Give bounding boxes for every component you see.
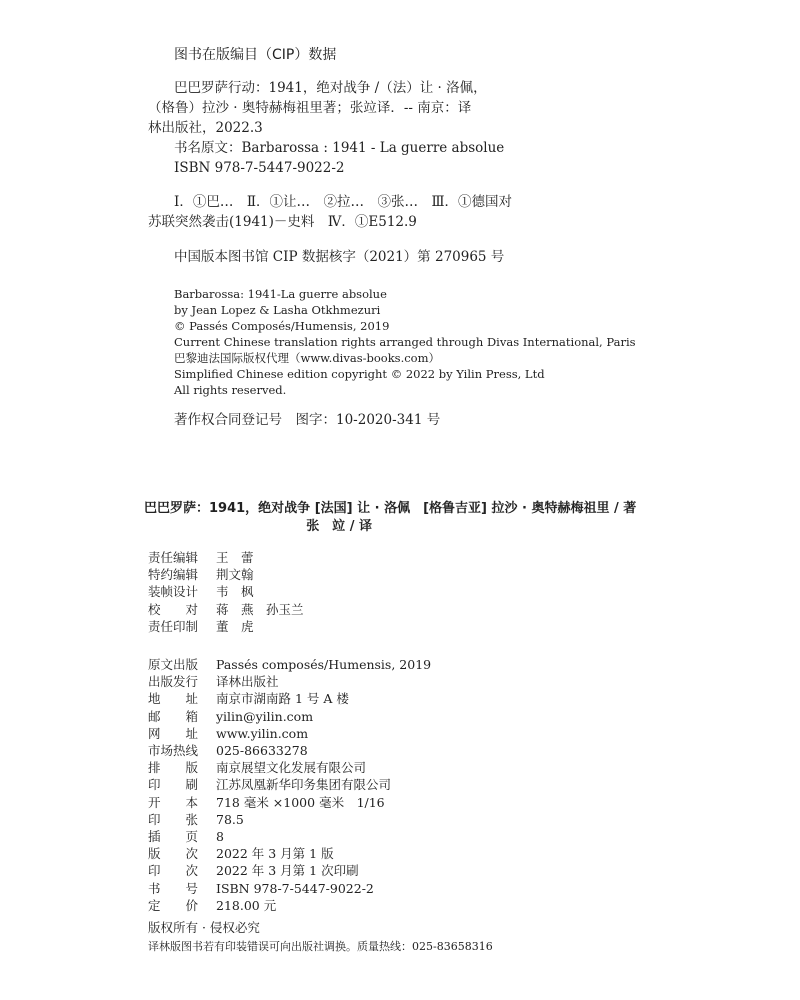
row-key: 印 刷 — [148, 777, 199, 793]
table-row — [148, 656, 431, 673]
row-value: 218.00 元 — [216, 897, 277, 913]
publication-info-table — [148, 656, 431, 914]
table-row — [148, 845, 431, 862]
row-key: 插 页 — [148, 829, 199, 845]
cip-classification — [148, 192, 512, 232]
row-value: 2022 年 3 月第 1 次印刷 — [216, 863, 359, 879]
row-key: 责任编辑 — [148, 550, 199, 565]
cip-class-line: Ⅰ．①巴… Ⅱ．①让… ②拉… ③张… Ⅲ．①德国对 — [174, 194, 513, 210]
table-row — [148, 583, 304, 600]
table-row — [148, 690, 431, 707]
rights-line: Barbarossa: 1941-La guerre absolue — [174, 287, 387, 301]
row-value: 8 — [216, 829, 224, 845]
row-value: Passés composés/Humensis, 2019 — [216, 657, 432, 672]
table-row — [148, 725, 431, 742]
row-key: 书 号 — [148, 880, 199, 896]
cip-original-title: 书名原文：Barbarossa : 1941 - La guerre absolue — [174, 140, 505, 156]
table-row — [148, 708, 431, 725]
copyright-registration: 著作权合同登记号 图字：10-2020-341 号 — [174, 412, 441, 428]
row-value: 蒋 燕 孙玉兰 — [216, 601, 304, 617]
row-key: 邮 箱 — [148, 708, 199, 724]
row-key: 原文出版 — [148, 657, 199, 672]
row-value: yilin@yilin.com — [216, 708, 314, 724]
row-key: 印 张 — [148, 811, 199, 827]
row-value: 韦 枫 — [216, 584, 254, 600]
row-value: 南京展望文化发展有限公司 — [216, 760, 367, 776]
row-key: 印 次 — [148, 863, 199, 879]
rights-line: All rights reserved. — [174, 383, 287, 397]
rights-line: Current Chinese translation rights arranged through Divas International, Paris — [174, 335, 636, 349]
row-key: 版 次 — [148, 846, 199, 862]
cip-entry-line: 巴巴罗萨行动：1941，绝对战争 /（法）让 · 洛佩， — [174, 80, 487, 96]
cip-class-line: 苏联突然袭击(1941)－史料 Ⅳ．①E512.9 — [148, 214, 417, 230]
rights-line: © Passés Composés/Humensis, 2019 — [174, 319, 390, 333]
row-value: ISBN 978-7-5447-9022-2 — [216, 880, 374, 896]
quality-hotline-notice: 译林版图书若有印装错误可向出版社调换。质量热线：025-83658316 — [148, 940, 493, 953]
row-value: www.yilin.com — [216, 725, 309, 741]
table-row — [148, 862, 431, 879]
cip-isbn: ISBN 978-7-5447-9022-2 — [174, 160, 345, 176]
table-row — [148, 673, 431, 690]
table-row — [148, 759, 431, 776]
table-row — [148, 776, 431, 793]
editors-table — [148, 549, 304, 635]
table-row — [148, 811, 431, 828]
cip-entry-line: 林出版社，2022.3 — [148, 120, 263, 136]
table-row — [148, 794, 431, 811]
row-key: 出版发行 — [148, 674, 199, 690]
book-heading — [144, 500, 636, 536]
cip-entry — [148, 78, 504, 178]
footer — [148, 918, 493, 956]
table-row — [148, 742, 431, 759]
row-value: 025-86633278 — [216, 743, 308, 759]
cip-data-number: 中国版本图书馆 CIP 数据核字（2021）第 270965 号 — [174, 249, 505, 265]
row-key: 校 对 — [148, 601, 199, 617]
row-value: 718 毫米 ×1000 毫米 1/16 — [216, 794, 385, 810]
table-row — [148, 566, 304, 583]
row-key: 地 址 — [148, 691, 199, 707]
row-value: 董 虎 — [216, 618, 254, 634]
table-row — [148, 549, 304, 566]
cip-entry-line: （格鲁）拉沙 · 奥特赫梅祖里著；张竝译．-- 南京：译 — [148, 100, 472, 116]
row-key: 装帧设计 — [148, 584, 199, 600]
rights-block — [174, 286, 636, 398]
row-value: 78.5 — [216, 811, 244, 827]
row-value: 荆文翰 — [216, 567, 254, 583]
row-key: 网 址 — [148, 725, 199, 741]
book-heading-main: 巴巴罗萨：1941，绝对战争 [法国] 让 · 洛佩 [格鲁吉亚] 拉沙 · 奥特赫梅祖里 / 著 — [144, 501, 637, 516]
book-heading-translator: 张 竝 / 译 — [306, 519, 372, 534]
table-row — [148, 880, 431, 897]
row-key: 定 价 — [148, 897, 199, 913]
cip-heading: 图书在版编目（CIP）数据 — [174, 47, 337, 63]
copyright-notice: 版权所有 · 侵权必究 — [148, 920, 260, 935]
row-key: 市场热线 — [148, 743, 199, 759]
row-value: 王 蕾 — [216, 550, 254, 565]
table-row — [148, 601, 304, 618]
rights-line: by Jean Lopez & Lasha Otkhmezuri — [174, 303, 381, 317]
row-value: 南京市湖南路 1 号 A 楼 — [216, 691, 349, 707]
rights-line: Simplified Chinese edition copyright © 2022 by Yilin Press, Ltd — [174, 367, 545, 381]
row-value: 译林出版社 — [216, 674, 279, 690]
table-row — [148, 897, 431, 914]
row-value: 2022 年 3 月第 1 版 — [216, 846, 334, 862]
row-key: 责任印制 — [148, 618, 199, 634]
row-key: 特约编辑 — [148, 567, 199, 583]
table-row — [148, 618, 304, 635]
row-key: 排 版 — [148, 760, 199, 776]
row-value: 江苏凤凰新华印务集团有限公司 — [216, 777, 392, 793]
table-row — [148, 828, 431, 845]
row-key: 开 本 — [148, 794, 199, 810]
rights-line: 巴黎迪法国际版权代理（www.divas-books.com） — [174, 351, 441, 365]
